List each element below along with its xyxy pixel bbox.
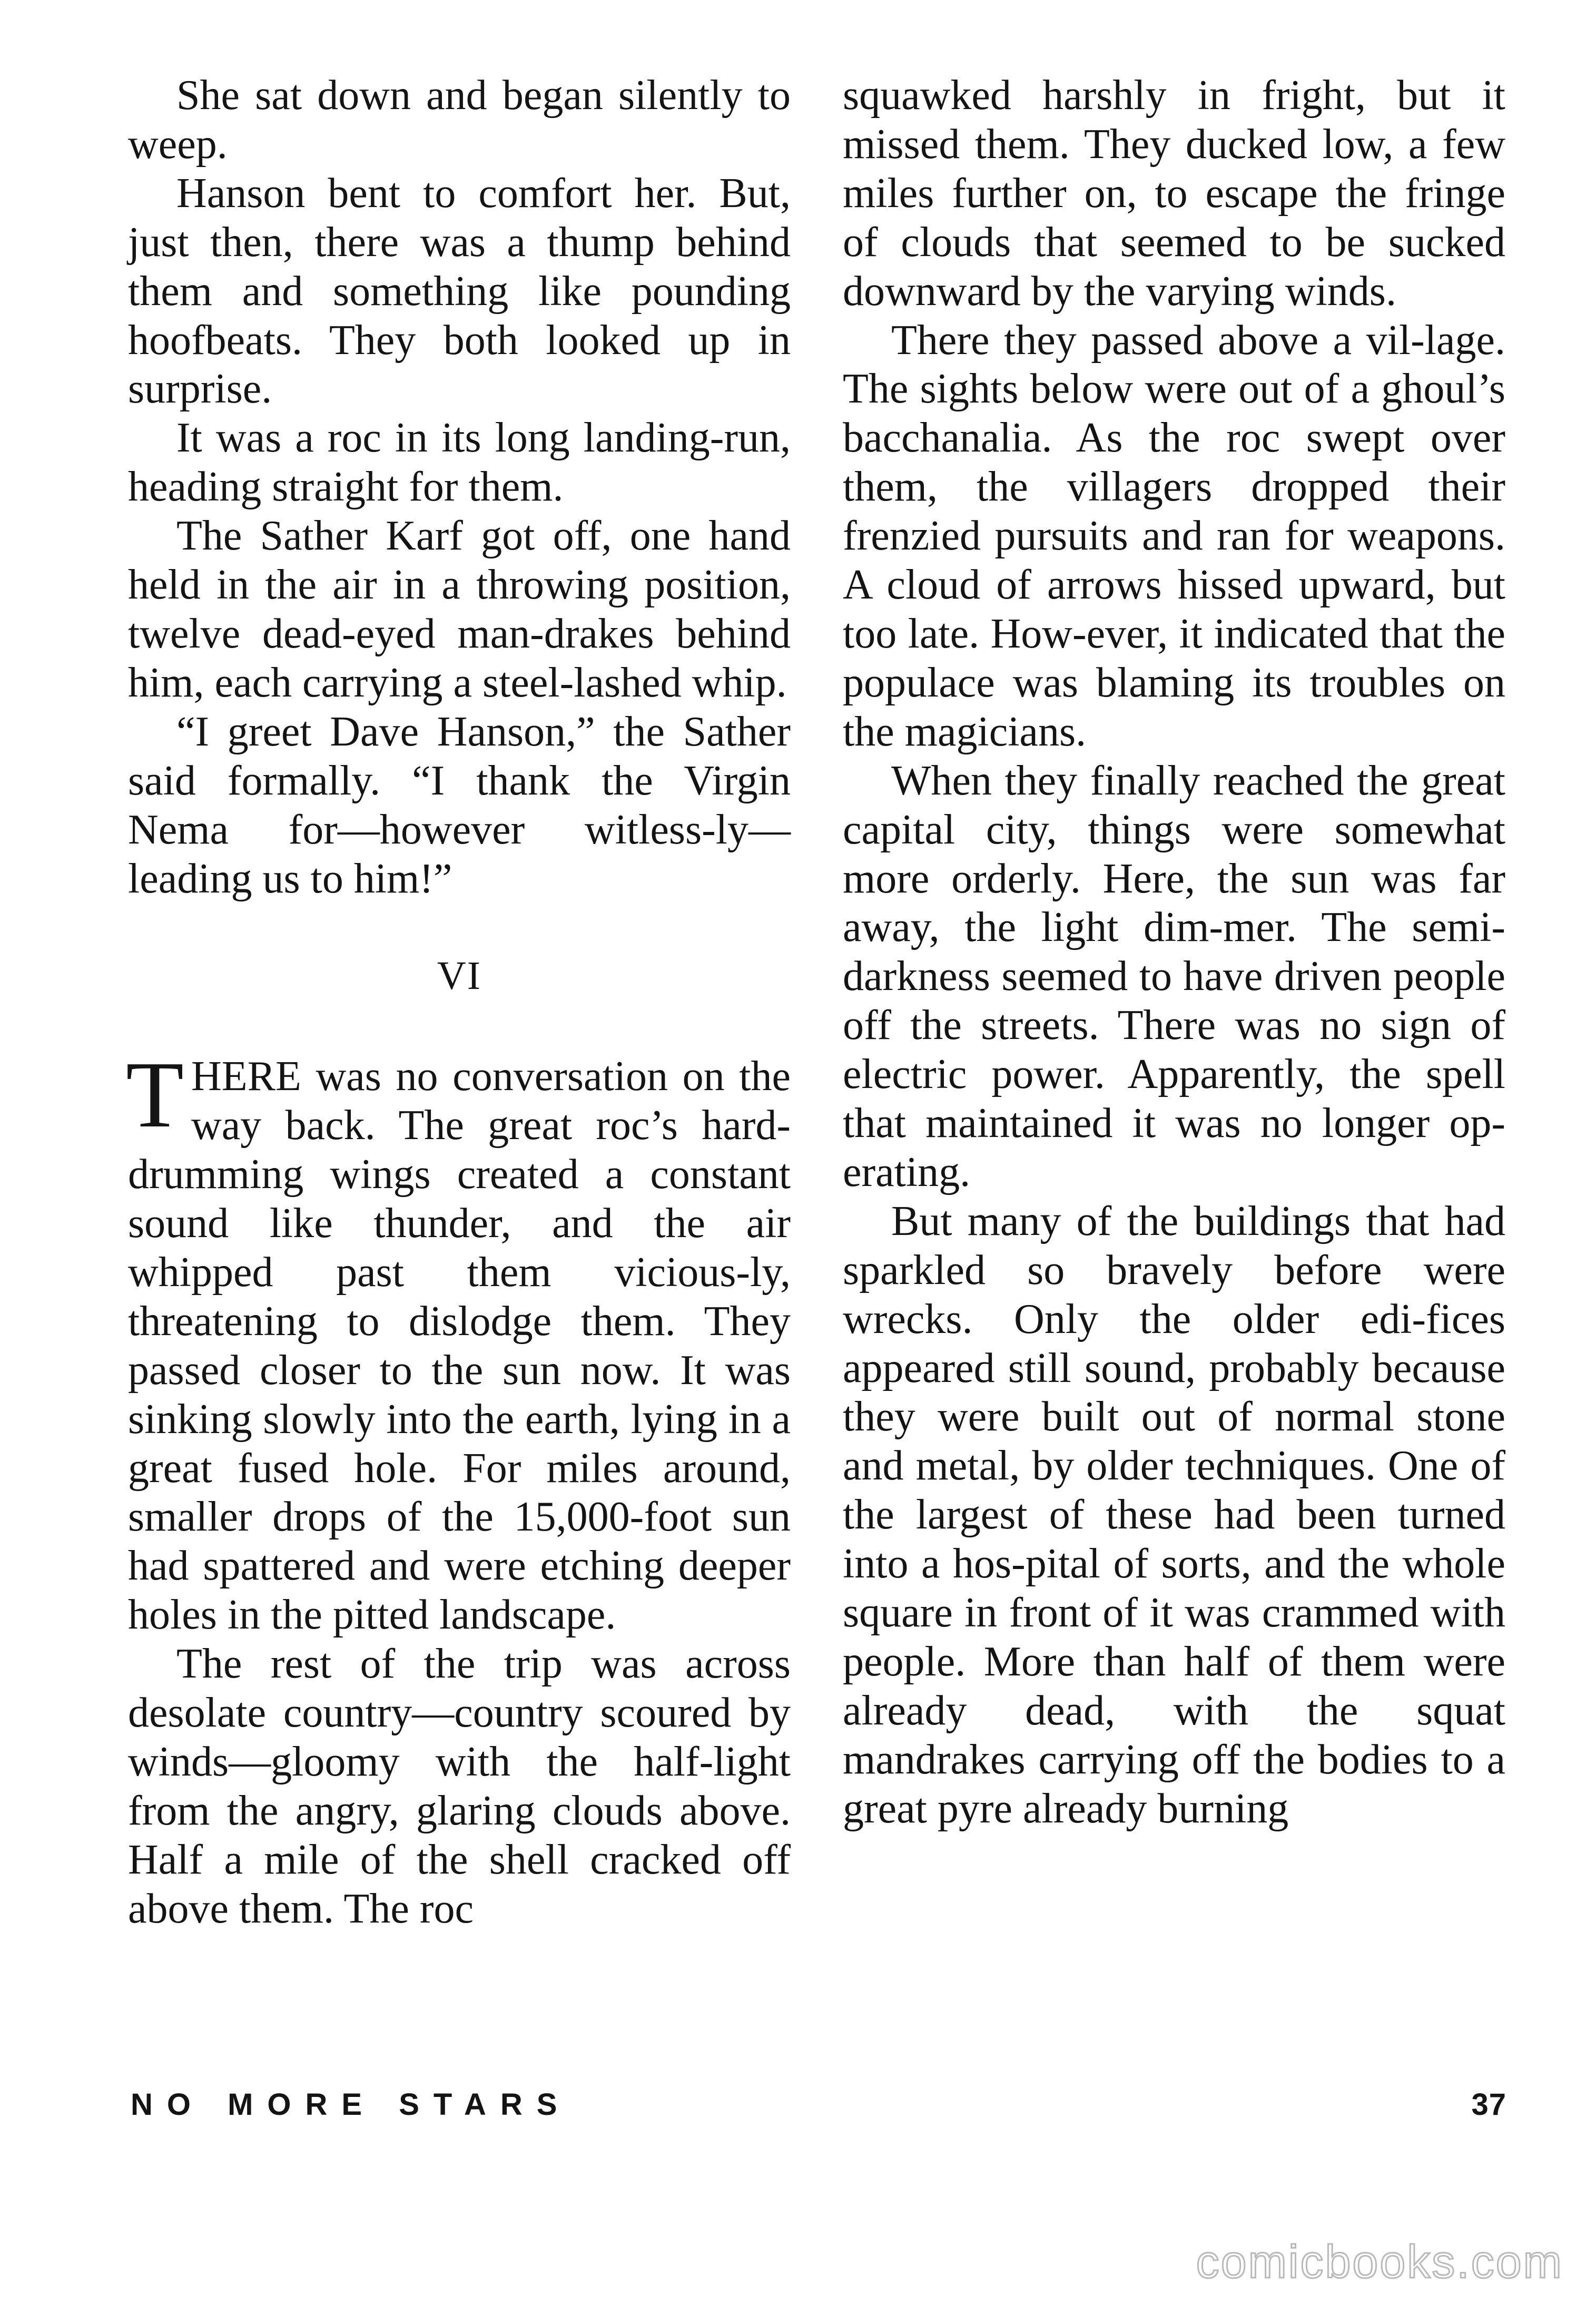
chapter-heading: VI (437, 954, 482, 998)
paragraph: The Sather Karf got off, one hand held in the air in a throwing position, twelve dead-eyed man-drakes behind him, each carrying a steel-lashed whip. (128, 513, 791, 706)
paragraph-continued: squawked harshly in fright, but it missed them. They ducked low, a few miles further on, to escape the fringe of clouds that seemed to be sucked downward by the varying winds. (843, 72, 1505, 315)
page-number: 37 (1471, 2087, 1506, 2122)
paragraph: Hanson bent to comfort her. But, just then, there was a thump behind them and something like pounding hoofbeats. They both looked up in surprise. (128, 170, 791, 413)
chapter-opening-paragraph (126, 1042, 791, 1640)
paragraph: She sat down and began silently to weep. (128, 72, 791, 168)
drop-cap: T (126, 1042, 184, 1148)
watermark: comicbooks.com (1196, 2235, 1563, 2288)
paragraph: When they finally reached the great capital city, things were somewhat more orderly. Here, the sun was far away, the light dim-mer. The semi-darkness seemed to have driven people off the streets. There was no sign of electric power. Apparently, the spell that maintained it was no longer op-erating. (843, 757, 1505, 1195)
page-footer (128, 2078, 1506, 2131)
paragraph: But many of the buildings that had sparkled so bravely before were wrecks. Only the older edi-fices appeared still sound, probably because they were built out of normal stone and metal, by older techniques. One of the largest of these had been turned into a hos-pital of sorts, and the whole square in front of it was crammed with people. More than half of them were already dead, with the squat mandrakes carrying off the bodies to a great pyre already burning (843, 1198, 1505, 1832)
paragraph: The rest of the trip was across desolate country—country scoured by winds—gloomy with the half-light from the angry, glaring clouds above. Half a mile of the shell cracked off above them. The roc (128, 1641, 791, 1932)
paragraph: It was a roc in its long landing-run, heading straight for them. (128, 415, 791, 511)
right-column (843, 71, 1505, 1833)
running-title: NO MORE STARS (131, 2087, 572, 2122)
paragraph: “I greet Dave Hanson,” the Sather said formally. “I thank the Virgin Nema for—however witless-ly—leading us to him!” (128, 708, 791, 902)
paragraph: There they passed above a vil-lage. The sights below were out of a ghoul’s bacchanalia. As the roc swept over them, the villagers dropped their frenzied pursuits and ran for weapons. A cloud of arrows hissed upward, but too late. How-ever, it indicated that the populace was blaming its troubles on the magicians. (843, 317, 1505, 755)
left-column (128, 71, 791, 1934)
paragraph-text: HERE was no conversation on the way back. The great roc’s hard-drumming wings created a constant sound like thunder, and the air whipped past them vicious-ly, threatening to dislodge them. They passed closer to the sun now. It was sinking slowly into the earth, lying in a great fused hole. For miles around, smaller drops of the 15,000-foot sun had spattered and were etching deeper holes in the pitted landscape. (128, 1053, 791, 1639)
